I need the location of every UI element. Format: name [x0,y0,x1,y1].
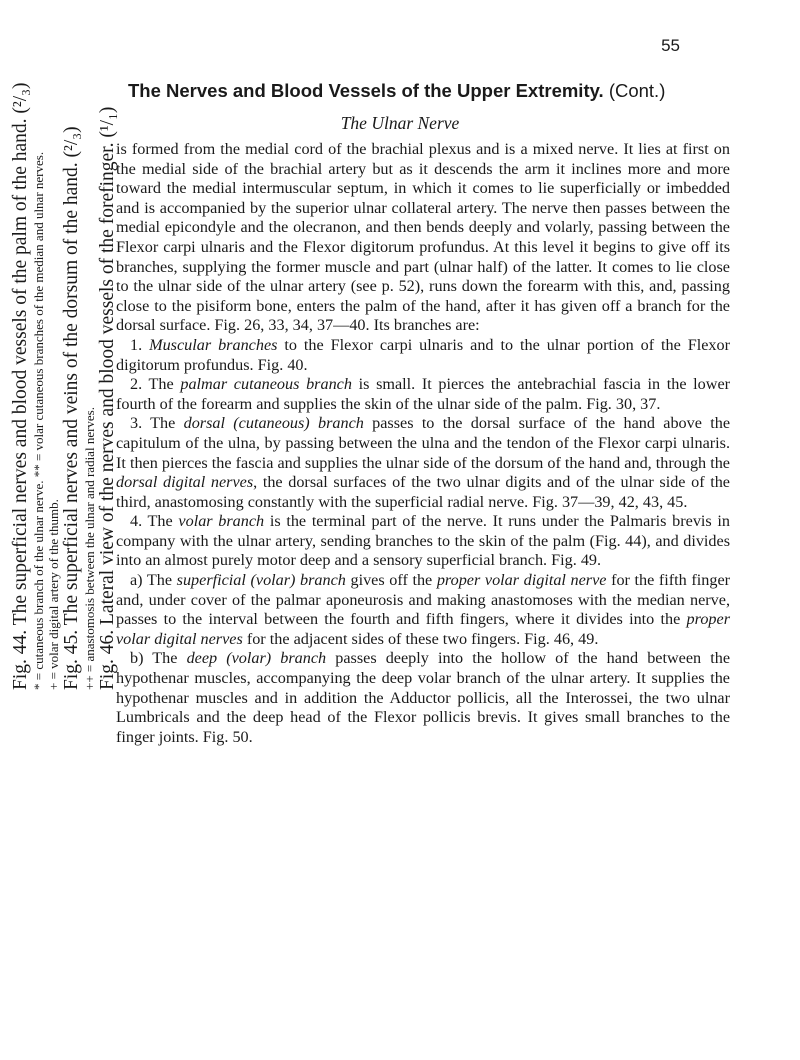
branch-item-1 [116,336,730,375]
figure-captions [10,50,120,690]
heading-title: The Nerves and Blood Vessels of the Upper Extremity. [128,80,604,101]
term: proper volar digital nerve [436,571,607,590]
term: proper volar digital nerves [116,610,730,648]
term: palmar cutaneous branch [180,375,352,394]
item-text: , the dorsal surfaces of the two ulnar digits and of the ulnar side of the third, anastomosing constantly with the superficial radial nerve. Fig. 37—39, 42, 43, 45. [116,473,730,511]
heading-continued: (Cont.) [608,80,666,101]
fig46-caption: Fig. 46. Lateral view of the nerves and blood vessels of the forefinger. (¹/₁) [97,106,118,690]
item-text: is the terminal part of the nerve. It runs under the Palmaris brevis in company with the ulnar artery, sending branches to the skin of the palm (Fig. 44), and divides into an almost purely motor deep and a sensory superficial branch. Fig. 49. [116,512,731,570]
item-number: 1. [130,335,143,354]
term: deep (volar) branch [186,649,327,668]
term: dorsal (cutaneous) branch [183,414,364,433]
term: Muscular branches [149,335,278,354]
branch-item-3 [116,414,730,512]
branch-item-2 [116,375,730,414]
fig44-legend-1: * = cutaneous branch of the ulnar nerve. ** = volar cutaneous branches of the median and ulnar nerves. [31,151,46,690]
term: dorsal digital nerves [116,473,254,492]
item-text: for the adjacent sides of these two fingers. Fig. 46, 49. [242,629,599,648]
branch-item-4b [116,649,730,747]
item-text: passes deeply into the hollow of the hand between the hypothenar muscles, accompanying the deep volar branch of the ulnar artery. It supplies the hypothenar muscles and in addition the Adductor pollicis, all the Interossei, the two ulnar Lumbricals and the deep head of the Flexor pollicis brevis. It gives small branches to the finger joints. Fig. 50. [116,649,731,746]
fig44-caption: Fig. 44. The superficial nerves and blood vessels of the palm of the hand. (²/₃) [10,82,31,690]
intro-paragraph: is formed from the medial cord of the brachial plexus and is a mixed nerve. It lies at first on the medial side of the brachial artery but as it descends the arm it inclines more and more toward the medial intermuscular septum, in which it comes to lie superficially or imbedded and is accompanied by the superior ulnar collateral artery. The nerve then passes between the medial epicondyle and the olecranon, and then bends deeply and volarly, passing between the Flexor carpi ulnaris and the Flexor digitorum profundus. At this level it begins to give off its branches, supplying the former muscle and part (ulnar half) of the latter. It comes to lie close to the ulnar side of the ulnar artery (see p. 52), runs down the forearm with this, and, passing close to the pisiform bone, enters the palm of the hand, after it has given off a branch for the dorsal surface. Fig. 26, 33, 34, 37—40. Its branches are: [116,140,730,335]
item-text: passes to the dorsal surface of the hand above the capitulum of the ulna, by passing between the ulna and the tendon of the Flexor carpi ulnaris. It then pierces the fascia and supplies the ulnar side of the dorsum of the hand and, through the [116,414,730,472]
fig45-legend: ++ = anastomosis between the ulnar and radial nerves. [82,407,97,690]
item-text: to the Flexor carpi ulnaris and to the ulnar portion of the Flexor digitorum profundus. Fig. 40. [116,335,731,374]
term: superficial (volar) branch [176,571,346,590]
item-number: 3. The [130,414,176,433]
item-number: b) The [130,649,178,668]
item-number: 4. The [130,512,173,531]
item-number: a) The [130,571,173,590]
fig45-caption: Fig. 45. The superficial nerves and veins of the dorsum of the hand. (²/₃) [61,126,82,690]
item-text: is small. It pierces the antebrachial fascia in the lower fourth of the forearm and supplies the skin of the ulnar side of the palm. Fig. 30, 37. [116,375,731,413]
item-text: for the fifth finger and, under cover of the palmar aponeurosis and making anastomoses with the median nerve, passes to the interval between the fourth and fifth fingers, where it divides into the [116,571,731,629]
branch-item-4a [116,571,730,649]
body-text [116,140,730,747]
page-number: 55 [661,36,680,55]
item-number: 2. The [130,375,174,394]
term: volar branch [178,512,265,531]
branch-item-4 [116,512,730,571]
fig44-legend-2: + = volar digital artery of the thumb. [46,499,61,690]
section-title: The Ulnar Nerve [340,113,460,133]
item-text: gives off the [345,571,437,590]
page-heading [128,80,728,102]
